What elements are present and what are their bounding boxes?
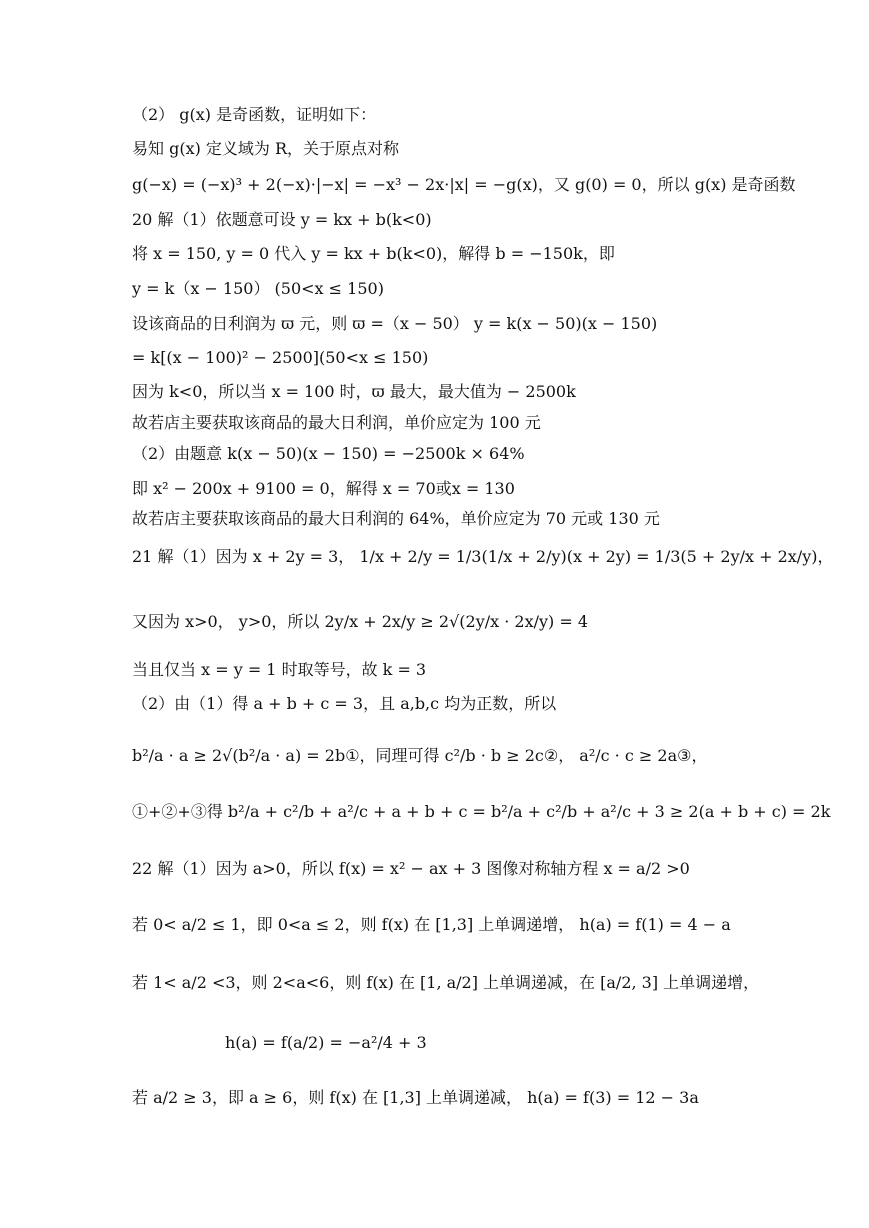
solution-line-18: b²/a · a ≥ 2√(b²/a · a) = 2b①，同理可得 c²/b · b ≥ 2c②， a²/c · c ≥ 2a③， xyxy=(132,746,708,765)
solution-line-1: （2） g(x) 是奇函数，证明如下： xyxy=(132,105,377,124)
solution-line-7: 设该商品的日利润为 ϖ 元，则 ϖ =（x − 50） y = k(x − 50)(x − 150) xyxy=(132,314,658,333)
solution-line-20: 22 解（1）因为 a>0，所以 f(x) = x² − ax + 3 图像对称轴方程 x = a/2 >0 xyxy=(132,859,690,878)
solution-line-19: ①+②+③得 b²/a + c²/b + a²/c + a + b + c = b²/a + c²/b + a²/c + 3 ≥ 2(a + b + c) = 2k xyxy=(132,802,831,821)
solution-line-5: 将 x = 150, y = 0 代入 y = kx + b(k<0)，解得 b = −150k，即 xyxy=(132,244,615,263)
solution-line-10: 故若店主要获取该商品的最大日利润，单价应定为 100 元 xyxy=(132,413,541,432)
solution-line-15: 又因为 x>0， y>0，所以 2y/x + 2x/y ≥ 2√(2y/x · 2x/y) = 4 xyxy=(132,612,589,631)
solution-line-3: g(−x) = (−x)³ + 2(−x)·|−x| = −x³ − 2x·|x| = −g(x)，又 g(0) = 0，所以 g(x) 是奇函数 xyxy=(132,175,796,194)
solution-line-16: 当且仅当 x = y = 1 时取等号，故 k = 3 xyxy=(132,660,427,679)
solution-line-11: （2）由题意 k(x − 50)(x − 150) = −2500k × 64% xyxy=(132,444,525,463)
solution-line-6: y = k（x − 150） (50<x ≤ 150) xyxy=(132,279,384,298)
solution-line-22: 若 1< a/2 <3，则 2<a<6，则 f(x) 在 [1, a/2] 上单调递减，在 [a/2, 3] 上单调递增， xyxy=(132,973,760,992)
solution-line-13: 故若店主要获取该商品的最大日利润的 64%，单价应定为 70 元或 130 元 xyxy=(132,509,660,528)
solution-line-21: 若 0< a/2 ≤ 1，即 0<a ≤ 2，则 f(x) 在 [1,3] 上单调递增， h(a) = f(1) = 4 − a xyxy=(132,915,731,934)
solution-line-24: 若 a/2 ≥ 3，即 a ≥ 6，则 f(x) 在 [1,3] 上单调递减， h(a) = f(3) = 12 − 3a xyxy=(132,1088,699,1107)
solution-line-17: （2）由（1）得 a + b + c = 3，且 a,b,c 均为正数，所以 xyxy=(132,694,557,713)
solution-line-9: 因为 k<0，所以当 x = 100 时，ϖ 最大，最大值为 − 2500k xyxy=(132,382,576,401)
solution-line-12: 即 x² − 200x + 9100 = 0，解得 x = 70或x = 130 xyxy=(132,479,515,498)
solution-line-2: 易知 g(x) 定义域为 R，关于原点对称 xyxy=(132,139,400,158)
solution-line-23: h(a) = f(a/2) = −a²/4 + 3 xyxy=(225,1033,427,1052)
solution-line-4: 20 解（1）依题意可设 y = kx + b(k<0) xyxy=(132,210,432,229)
solution-line-8: = k[(x − 100)² − 2500](50<x ≤ 150) xyxy=(132,348,429,367)
solution-line-14: 21 解（1）因为 x + 2y = 3， 1/x + 2/y = 1/3(1/x + 2/y)(x + 2y) = 1/3(5 + 2y/x + 2x/y)， xyxy=(132,547,834,566)
